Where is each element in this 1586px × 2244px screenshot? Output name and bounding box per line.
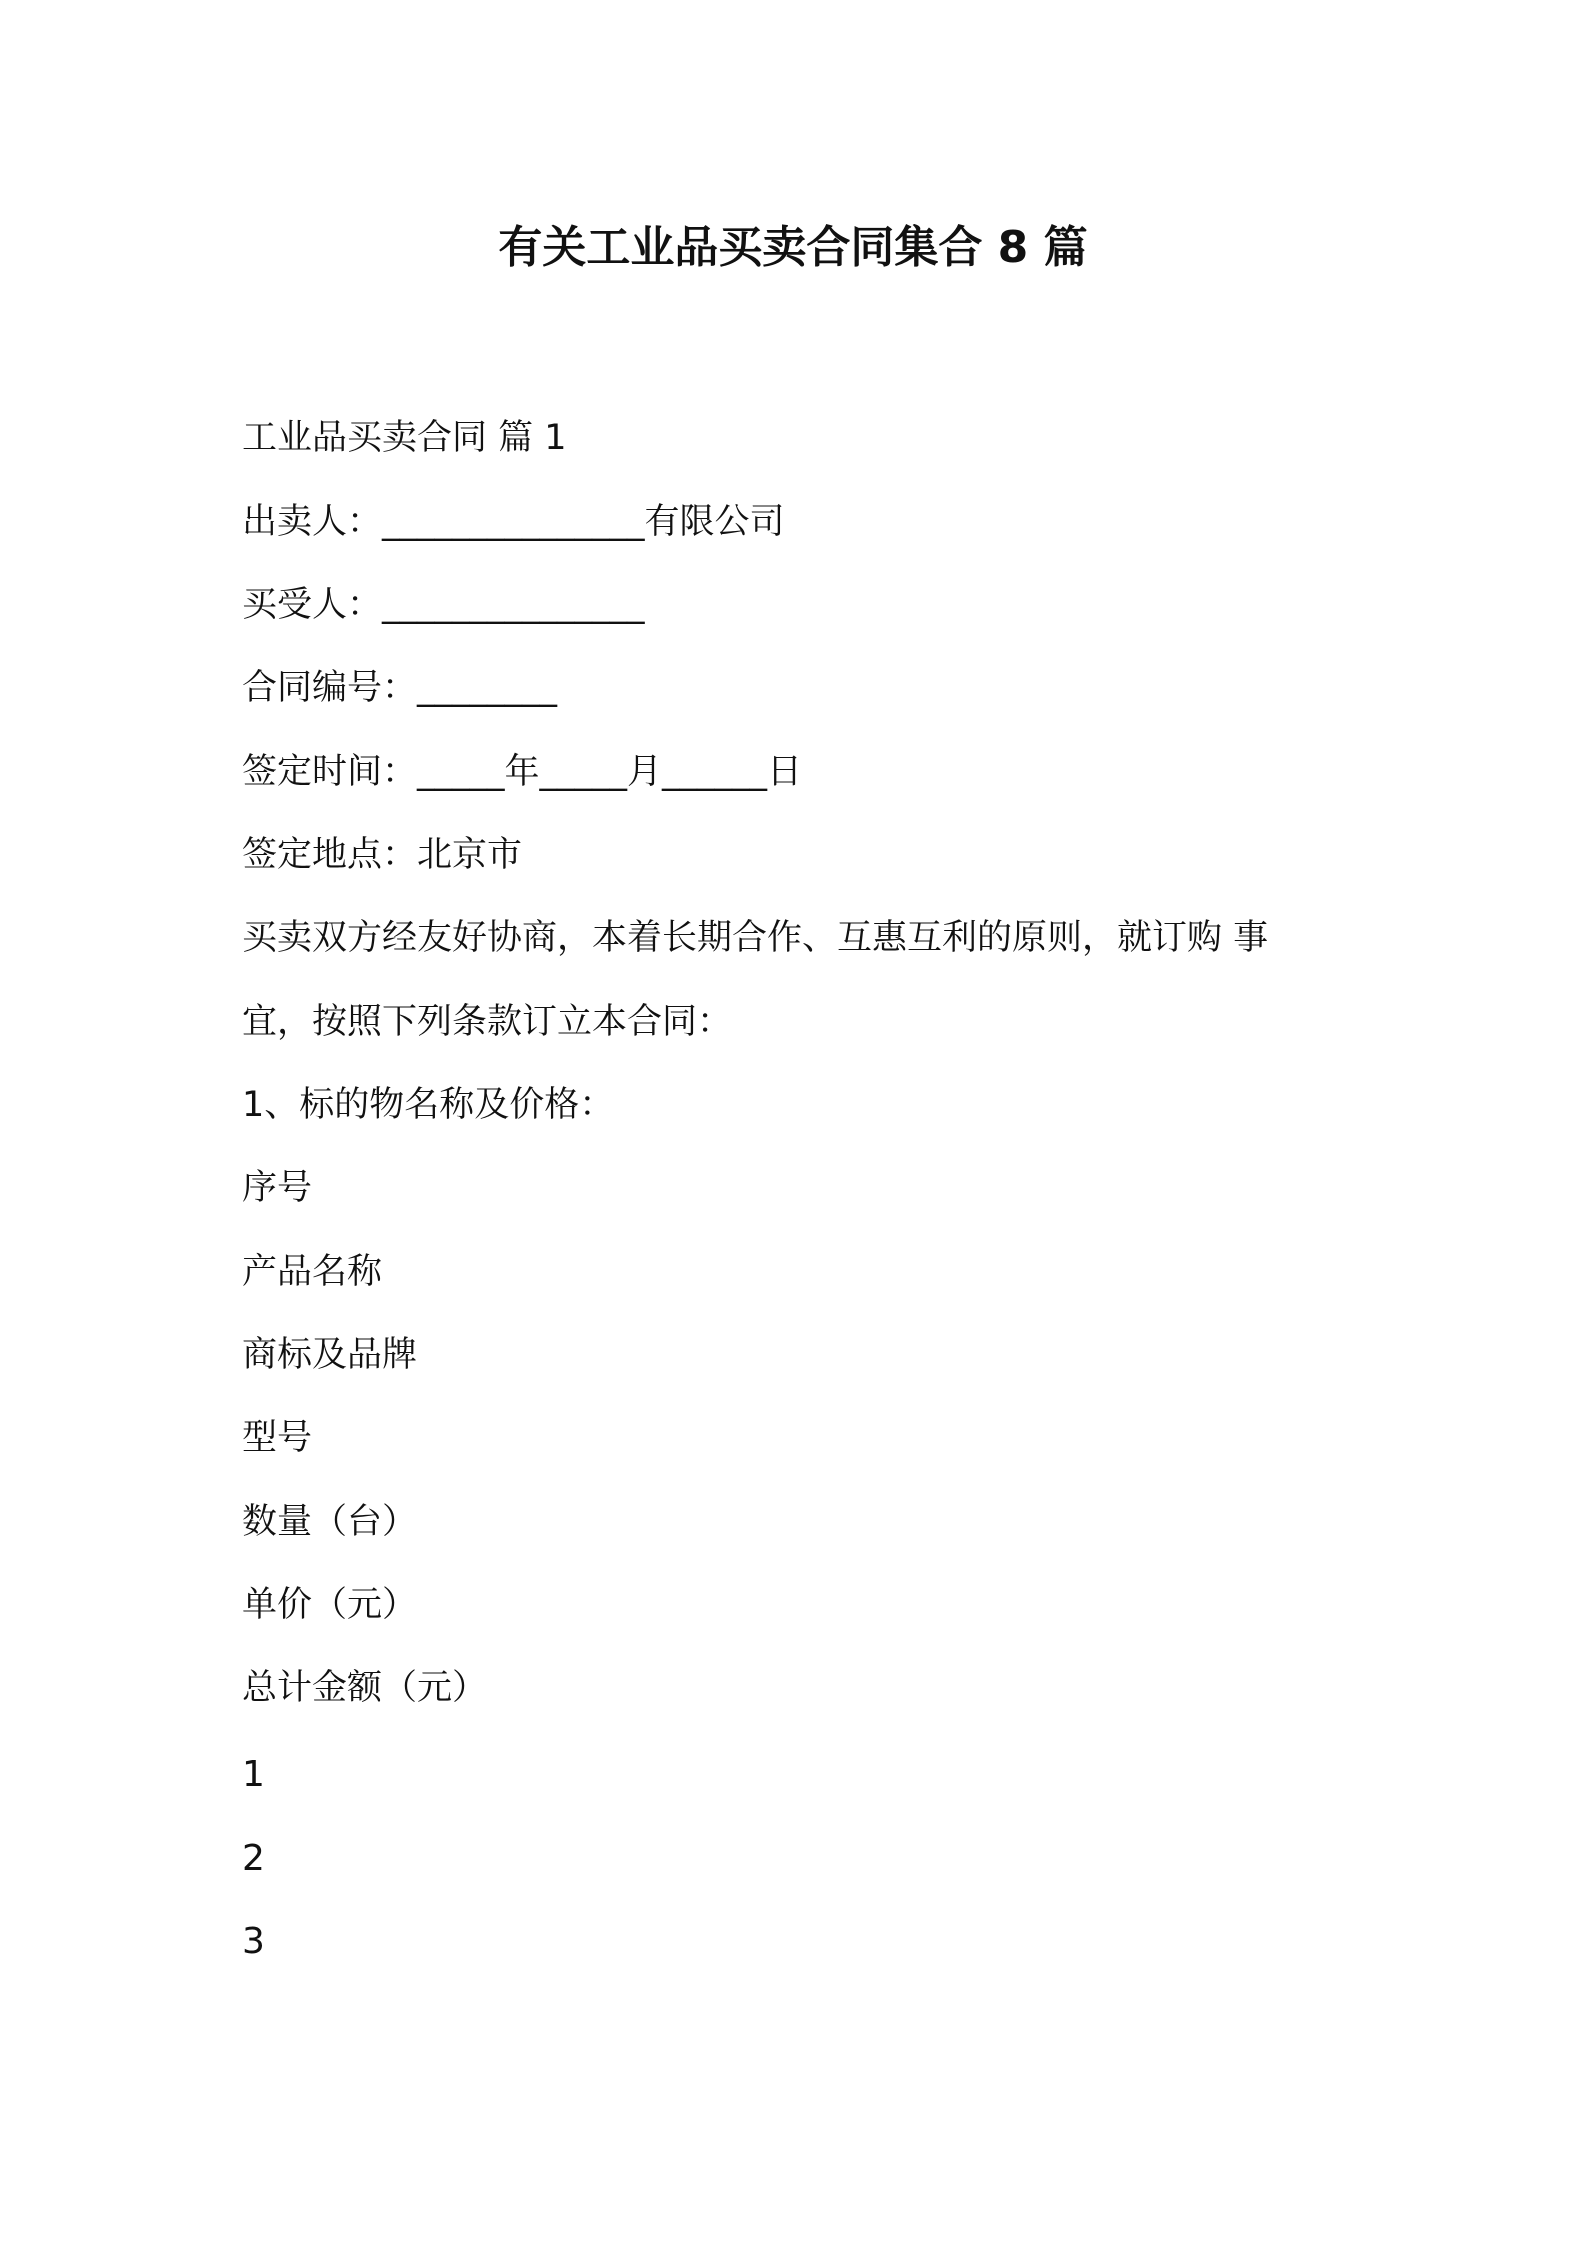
sign-date-line: 签定时间：_____年_____月______日 — [242, 752, 803, 792]
field-serial-no: 序号 — [242, 1168, 313, 1208]
field-product-name: 产品名称 — [242, 1252, 383, 1292]
field-unit-price: 单价（元） — [242, 1585, 418, 1625]
field-total-amount: 总计金额（元） — [242, 1668, 488, 1708]
contract-number-line: 合同编号：________ — [242, 668, 558, 708]
sign-place-line: 签定地点：北京市 — [242, 835, 523, 875]
row-number-1: 1 — [242, 1754, 265, 1795]
seller-line: 出卖人：_______________有限公司 — [242, 502, 785, 542]
section-heading: 工业品买卖合同 篇 1 — [242, 418, 567, 458]
document-title: 有关工业品买卖合同集合 8 篇 — [498, 222, 1088, 273]
field-quantity: 数量（台） — [242, 1502, 418, 1542]
field-brand: 商标及品牌 — [242, 1335, 418, 1375]
field-model: 型号 — [242, 1418, 313, 1458]
row-number-3: 3 — [242, 1921, 265, 1962]
preamble-line-1: 买卖双方经友好协商，本着长期合作、互惠互利的原则，就订购 事 — [242, 918, 1269, 958]
clause-1-heading: 1、标的物名称及价格： — [242, 1085, 615, 1125]
preamble-line-2: 宜，按照下列条款订立本合同： — [242, 1002, 733, 1042]
buyer-line: 买受人：_______________ — [242, 585, 645, 625]
row-number-2: 2 — [242, 1838, 265, 1879]
